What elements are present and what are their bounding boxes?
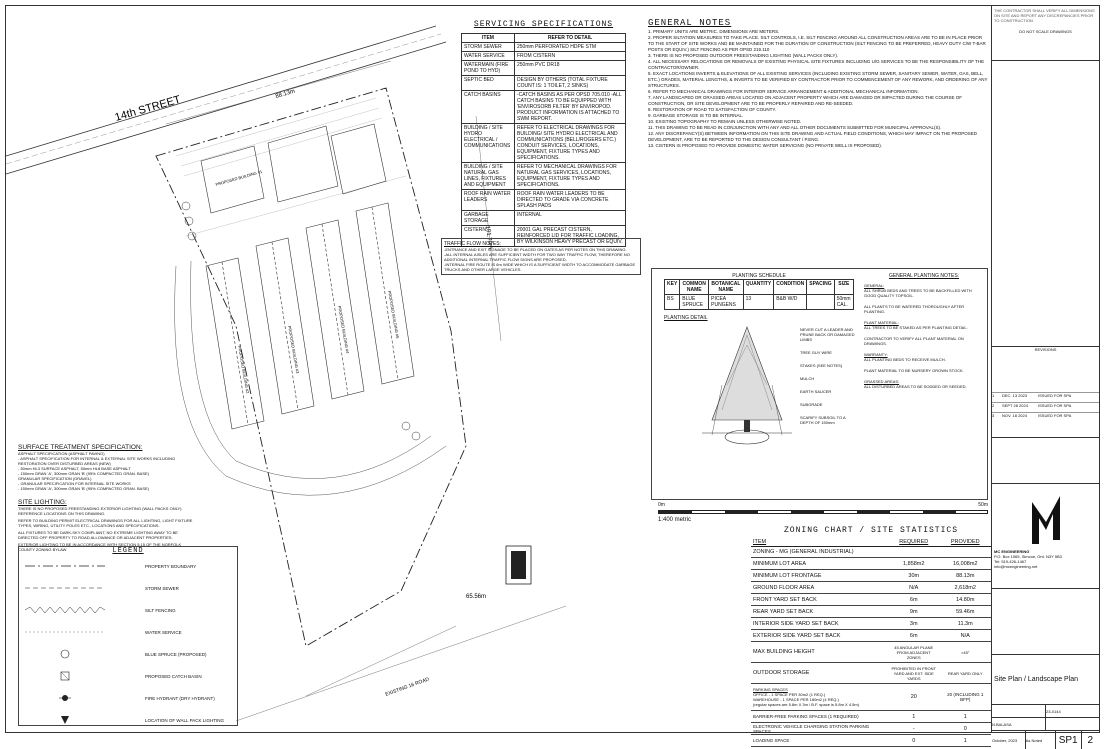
planting-note: ALL PLANTING BEDS TO RECEIVE MULCH. — [864, 357, 946, 362]
planting-schedule-table — [664, 279, 854, 310]
zoning-row — [751, 711, 991, 723]
frontage-dim: 88.13m — [274, 88, 296, 100]
general-note: 12. ANY DISCREPANCY(S) BETWEEN INFORMATION ON THIS SITE DRAWING AND ACTUAL FIELD CONDITIONS, WHICH MAY IMPACT ON THE PROPOSED DEVELOPMENT, ARE TO BE REPORTED TO THE DESIGN CONSULTANT / P.ENG. — [648, 131, 977, 142]
zoning-provided: 88.13m — [956, 572, 975, 579]
surface-line: - 150mm GRAN 'A', 300mm GRAN 'B' (95% COMPACTED GRAN. BASE) — [18, 486, 150, 491]
do-not-scale-note: DO NOT SCALE DRAWINGS — [1019, 29, 1072, 34]
servicing-detail: 250mm PVC DR18 — [515, 61, 626, 76]
servicing-item: SEPTIC BED — [462, 76, 515, 91]
lighting-title: SITE LIGHTING: — [18, 499, 67, 506]
zoning-col-required: REQUIRED — [899, 539, 929, 545]
revision-date: DEC. 13 2023 — [1002, 393, 1028, 398]
thin-dash-icon — [25, 627, 105, 637]
building-label: PROPOSED BUILDING #5 — [387, 290, 401, 339]
planting-callout: STAKES (SEE NOTES) — [800, 363, 843, 368]
planting-schedule-cell: B&B W/D — [774, 295, 807, 310]
legend-item — [25, 577, 231, 599]
sheet-number: 2 — [1081, 731, 1099, 749]
servicing-detail: FROM CISTERN — [515, 52, 626, 61]
zoning-item: FRONT YARD SET BACK — [753, 596, 817, 603]
zoning-required: 6m — [909, 632, 918, 639]
surface-line: - 150mm GRAN 'A', 300mm GRAN 'B' (95% COMPACTED GRAN. BASE) — [18, 471, 150, 476]
planting-schedule-cell — [807, 295, 834, 310]
servicing-detail: -CATCH BASINS AS PER OPSD 705.010 -ALL CATCH BASINS TO BE EQUIPPED WITH 'ENVIROSORB FILTER' BY ENVIROPOD. PRODUCT INFORMATION IS ATTACHED TO SWM REPORT. — [515, 91, 626, 124]
legend-item — [25, 665, 231, 687]
general-note: 6. REFER TO MECHANICAL DRAWINGS FOR INTERIOR SERVICE ARRANGEMENT & ADDITIONAL MECHANICAL INFORMATION. — [648, 89, 919, 94]
general-note: 8. RESTORATION OF ROAD TO SATISFACTION OF COUNTY. — [648, 107, 777, 112]
parking-provided: 20 (INCLUDING 1 BFP) — [947, 692, 984, 702]
legend-label: BLUE SPRUCE (PROPOSED) — [145, 651, 207, 657]
zoning-provided: 16,008m2 — [953, 560, 978, 567]
hydrant-icon — [25, 693, 105, 703]
general-planting-notes — [864, 273, 984, 395]
planting-callout: MULCH — [800, 376, 815, 381]
legend-label: LOCATION OF WALL PACK LIGHTING — [145, 717, 225, 723]
servicing-item: GARBAGE STORAGE — [462, 211, 515, 226]
zoning-row — [751, 642, 991, 663]
servicing-detail: REFER TO MECHANICAL DRAWINGS FOR NATURAL GAS SERVICES, LOCATIONS, EQUIPMENT, FIXTURE TYPES AND SPECIFICATIONS. — [515, 163, 626, 190]
planting-notes-title: GENERAL PLANTING NOTES: — [888, 273, 960, 279]
drawing-sheet — [5, 5, 1100, 746]
light-icon — [25, 715, 105, 725]
zoning-required: 45 ANGULAR PLANE FROM ADJACENT ZONES — [894, 644, 934, 660]
planting-schedule-cell: BS — [665, 295, 680, 310]
planting-notes-section: PLANT MATERIAL: — [864, 320, 899, 325]
zoning-provided: 0 — [963, 725, 967, 732]
street-label: 14th STREET — [113, 93, 183, 124]
zoning-required: N/A — [909, 584, 919, 591]
traffic-flow-notes — [441, 238, 641, 275]
legend-label: STORM SEWER — [145, 585, 179, 591]
zoning-row — [751, 630, 991, 642]
planting-notes-section: WARRANTY: — [864, 352, 888, 357]
company-block — [992, 484, 1099, 589]
scale-right: 50m — [978, 502, 988, 508]
legend — [18, 546, 238, 726]
zoning-parking-row — [751, 684, 991, 711]
planting-schedule-header: CONDITION — [774, 280, 807, 295]
legend-item — [25, 709, 231, 731]
building-label: PROPOSED BUILDING #4 — [337, 305, 351, 354]
depth-dim: 181.70m — [484, 225, 494, 250]
planting-schedule-header: SPACING — [807, 280, 834, 295]
zigzag-icon — [25, 605, 105, 615]
zoning-row — [751, 606, 991, 618]
planting-note: ALL SHRUB BEDS AND TREES TO BE BACKFILLED WITH GOOD QUALITY TOPSOIL. — [864, 288, 972, 298]
zoning-provided: 59.46m — [956, 608, 975, 615]
tree-planting-detail-drawing — [692, 325, 802, 455]
servicing-detail: 20001 GAL PRECAST CISTERN, REINFORCED LID FOR TRAFFIC LOADING, BY WILKINSON HEAVY PRECAST OR EQUIV. — [515, 226, 626, 247]
zoning-row — [751, 594, 991, 606]
planting-schedule-header: QUANTITY — [743, 280, 774, 295]
legend-item — [25, 599, 231, 621]
servicing-item: ROOF RAIN WATER LEADERS — [462, 190, 515, 211]
zoning-provided: >45° — [961, 649, 970, 655]
lighting-line: ALL FIXTURES TO BE DARK-SKY COMPLIANT, NO EXTREME LIGHTING AWAY TO BE DIRECTED OFF PROPERTY TO ROAD ALLOWANCE OR ADJACENT PROPERTIES. — [18, 530, 178, 540]
legend-label: PROPOSED CATCH BASIN — [145, 673, 202, 679]
zoning-item: GROUND FLOOR AREA — [753, 584, 815, 591]
zoning-required: 30m — [908, 572, 920, 579]
servicing-item: WATER SERVICE — [462, 52, 515, 61]
revisions-title: REVISIONS — [1034, 347, 1057, 352]
legend-item — [25, 555, 231, 577]
rear-dim: 65.56m — [466, 594, 487, 600]
surface-line: GRANULAR SPECIFICATION (GRAVEL) — [18, 476, 92, 481]
general-note: 4. ALL NECESSARY RELOCATIONS OR REMOVALS OF EXISTING PHYSICAL SITE FIXTURES INCLUDING U/G SERVICES TO BE THE RESPONSIBILITY OF THE CONTRACTOR/OWNER. — [648, 59, 985, 70]
zoning-required: 1,858m2 — [903, 560, 925, 567]
drawn-by: N.BALASA — [992, 722, 1012, 727]
planting-notes-section: GENERAL: — [864, 283, 885, 288]
revision-row — [992, 412, 1099, 422]
zoning-provided: 1 — [963, 713, 967, 720]
zoning-row — [751, 582, 991, 594]
zoning-required: 1 — [912, 713, 916, 720]
title-block: THE CONTRACTOR SHALL VERIFY ALL DIMENSIONS ON SITE AND REPORT ANY DISCREPANCIES PRIOR TO CONSTRUCTION. DO NOT SCALE DRAWINGS REVISIONS 1 DEC. 13 2023 ISSUED FOR SPA 2 SEPT 28 2024 ISSUED FOR SPA 3 NOV. 18 2024 ISSUED FOR SPA MC ENGINEERING P.O. Box 1065, Simcoe, Ont. N3Y 5B3 Tel: 519-426-1467 info@mcengineering.net Site Plan / Landscape Plan 23-0144 N.BALASA October, 2023 As Noted SP1 2 — [991, 6, 1099, 732]
zoning-provided: N/A — [960, 632, 970, 639]
servicing-row — [462, 211, 626, 226]
drawing-scale: As Noted — [1025, 731, 1055, 749]
revision-row — [992, 392, 1099, 402]
company-email: info@mcengineering.net — [994, 564, 1038, 569]
zoning-row — [751, 735, 991, 747]
servicing-detail: ROOF RAIN WATER LEADERS TO BE DIRECTED TO GRADE VIA CONCRETE SPLASH PADS — [515, 190, 626, 211]
legend-item — [25, 643, 231, 665]
general-note: 7. ANY LANDSCAPED OR GRASSED AREAS LOCATED ON ADJACENT PROPERTY WHICH ARE DAMAGED OR IMPACTED DURING THE COURSE OF CONSTRUCTION, OR SITE DEVELOPMENT ARE TO BE PROPERLY REPAIRED AND RE-SEEDED. — [648, 95, 962, 106]
zoning-chart — [751, 526, 991, 747]
company-address: P.O. Box 1065, Simcoe, Ont. N3Y 5B3 — [994, 554, 1062, 559]
servicing-row — [462, 43, 626, 52]
servicing-detail: DESIGN BY OTHERS (TOTAL FIXTURE COUNT IS: 1 TOILET, 2 SINKS) — [515, 76, 626, 91]
paving-hatch — [176, 98, 406, 236]
planting-callout: NEVER CUT A LEADER AND PRUNE BACK OR DAMAGED LIMBS — [800, 327, 855, 342]
general-note: 3. THERE IS NO PROPOSED OUTDOOR FREESTANDING LIGHTING (WALL PACKS ONLY). — [648, 53, 839, 58]
zoning-required: 6m — [909, 596, 918, 603]
parking-line: (regular spaces are 5.8m X 3m / B.F. space is 5.8m X 4.5m) — [753, 702, 860, 707]
zoning-item: ELECTRONIC VEHICLE CHARGING STATION PARKING SPACES — [753, 723, 870, 734]
zoning-row — [751, 570, 991, 582]
parking-line: OFFICE - 1 SPACE PER 30m2 (1 REQ.) — [753, 692, 826, 697]
planting-note: CONTRACTOR TO VERIFY ALL PLANT MATERIAL ON DRAWINGS. — [864, 336, 964, 346]
planting-note: PLANT MATERIAL TO BE NURSERY GROWN STOCK. — [864, 368, 964, 373]
surface-treatment-spec — [18, 444, 193, 491]
planting-schedule-header: SIZE — [834, 280, 853, 295]
servicing-item: BUILDING / SITE HYDRO ELECTRICAL / COMMUNICATIONS — [462, 124, 515, 163]
sheet-title: Site Plan / Landscape Plan — [994, 676, 1079, 683]
general-note: 1. PRIMARY UNITS ARE METRIC. DIMENSIONS ARE METERS. — [648, 29, 780, 34]
planting-schedule-title: PLANTING SCHEDULE — [732, 273, 786, 279]
mc-logo-icon — [1026, 492, 1066, 547]
general-notes — [648, 20, 988, 149]
general-note: 9. GARBAGE STORAGE IS TO BE INTERNAL. — [648, 113, 744, 118]
legend-label: SILT FENCING — [145, 607, 176, 613]
building-label: PROPOSED BUILDING #2 — [237, 345, 251, 394]
revision-row — [992, 402, 1099, 412]
sheet-id: SP1 — [1055, 731, 1081, 749]
zoning-item: LOADING SPACE — [753, 738, 790, 743]
servicing-col-detail: REFER TO DETAIL — [515, 34, 626, 43]
revisions-table — [992, 347, 1099, 438]
legend-item — [25, 621, 231, 643]
legend-label: PROPERTY BOUNDARY — [145, 563, 197, 569]
general-note: 11. THIS DRAWING TO BE READ IN CONJUNCTION WITH ANY AND ALL OTHER DOCUMENTS SUBMITTED FOR MUNICIPAL APPROVAL(S). — [648, 125, 942, 130]
zoning-item: BARRIER-FREE PARKING SPACES (1 REQUIRED) — [753, 714, 859, 719]
scale-bar-graphic — [658, 510, 988, 514]
revision-no: 2 — [992, 403, 995, 408]
building-label: PROPOSED BUILDING #3 — [287, 325, 301, 374]
servicing-item: WATERMAIN (FIRE POND TO HYD) — [462, 61, 515, 76]
zoning-zone: ZONING - MG (GENERAL INDUSTRIAL) — [753, 549, 854, 555]
road-label: EXISTING 16 ROAD — [384, 676, 431, 698]
building-labels — [215, 169, 401, 395]
planting-note: ALL TREES TO BE STAKED AS PER PLANTING DETAIL. — [864, 325, 968, 330]
planting-schedule-header: KEY — [665, 280, 680, 295]
servicing-detail: 250mm PERFORATED HDPE STM — [515, 43, 626, 52]
planting-schedule-header: BOTANICAL NAME — [709, 280, 744, 295]
scale-bar — [658, 502, 988, 528]
surface-line: - GRANULAR SPECIFICATION FOR INTERNAL SITE WORKS — [18, 481, 131, 486]
planting-note: ALL PLANTS TO BE WATERED THOROUGHLY AFTER PLANTING. — [864, 304, 965, 314]
servicing-row — [462, 163, 626, 190]
general-note: 5. EXACT LOCATIONS INVERTS & ELEVATIONS OF ALL EXISTING SERVICES (INCLUDING EXISTING STORM SEWER, SANITARY SEWER, WATER, GAS, BELL, ETC.) GRADES, MATERIAL LENGTHS, & INVERTS TO BE VERIFIED BY CONTRACTOR PRIOR TO COMMENCEMENT OF ANY REWORK, AND ORDERING OF ANY STRUCTURES. — [648, 71, 988, 88]
lighting-line: EXTERIOR LIGHTING TO BE IN ACCORDANCE WITH SECTION 5.15 OF THE NORFOLK COUNTY ZONING BYLAW — [18, 542, 182, 552]
zoning-item: REAR YARD SET BACK — [753, 608, 814, 615]
zoning-col-item: ITEM — [753, 539, 767, 545]
servicing-row — [462, 190, 626, 211]
zoning-required: 9m — [909, 608, 918, 615]
surface-line: - 50mm HL3 SURFACE ASPHALT, 50mm HL8 BASE ASPHALT — [18, 466, 131, 471]
lighting-line: THERE IS NO PROPOSED FREESTANDING EXTERIOR LIGHTING (WALL PACKS ONLY). REFERENCE LOCATIONS ON THIS DRAWING. — [18, 506, 183, 516]
proposed-buildings — [201, 124, 414, 429]
zoning-title: ZONING CHART / SITE STATISTICS — [783, 526, 959, 535]
planting-callout: SCARIFY SUBSOIL TO A DEPTH OF 150mm — [800, 415, 846, 425]
tree-icon — [25, 649, 105, 659]
company-name: MC ENGINEERING — [994, 549, 1030, 554]
zoning-item: EXTERIOR SIDE YARD SET BACK — [753, 632, 841, 639]
planting-callout: SUBGRADE — [800, 402, 823, 407]
servicing-col-item: ITEM — [462, 34, 515, 43]
surface-line: ASPHALT SPECIFICATION (ASPHALT PAVING) — [18, 451, 105, 456]
building-label: PROPOSED BUILDING #1 — [214, 168, 263, 187]
revision-no: 1 — [992, 393, 995, 398]
planting-callout: EARTH SAUCER — [800, 389, 832, 394]
servicing-detail: INTERNAL — [515, 211, 626, 226]
zoning-item: MAX BUILDING HEIGHT — [753, 649, 815, 655]
zoning-provided: 11.3m — [957, 620, 973, 627]
servicing-row — [462, 91, 626, 124]
servicing-item: BUILDING / SITE NATURAL GAS LINES, FIXTURES AND EQUIPMENT — [462, 163, 515, 190]
zoning-provided: 14.80m — [956, 596, 975, 603]
planting-notes-section: GRASSED AREAS: — [864, 379, 900, 384]
cistern — [506, 546, 531, 584]
zoning-row — [751, 558, 991, 570]
servicing-item: STORM SEWER — [462, 43, 515, 52]
planting-detail-title: PLANTING DETAIL — [664, 315, 708, 321]
surface-title: SURFACE TREATMENT SPECIFICATION: — [18, 444, 143, 451]
traffic-note: -ALL INTERNAL AISLES ARE SUFFICIENT WIDTH FOR TWO WAY TRAFFIC FLOW, THEREFORE NO ADDITIONAL INTERNAL TRAFFIC FLOW SIGNS ARE PROPOSED. — [444, 252, 630, 262]
general-note: 2. PROPER SILTATION MEASURES TO TAKE PLACE. SILT CONTROLS, I.E. SILT FENCING AROUND ALL CONSTRUCTION AREAS ARE TO BE IN PLACE PRIOR TO THE START OF SITE WORKS AND BE MAINTAINED FOR THE DURATION OF CONSTRUCTION (SILT FENCING TO BE PREFERRED, HEAVY DUTY C/W T-BAR POSTS OR EQUIV.) SILT FENCING AS PER OPSD 219.110 — [648, 35, 986, 52]
legend-item — [25, 687, 231, 709]
traffic-note: -INTERNAL FIRE ROUTE IS 6m WIDE WHICH IS A SUFFICIENT WIDTH TO ACCOMMODATE GARBAGE TRUCKS AND OTHER LARGE VEHICLES. — [444, 262, 636, 272]
scale-label: 1:400 metric — [658, 517, 692, 523]
planting-note: ALL DISTURBED AREAS TO BE SODDED OR SEEDED. — [864, 384, 967, 389]
parking-required: 20 — [910, 694, 917, 700]
revision-no: 3 — [992, 413, 995, 418]
planting-schedule-cell: 13 — [743, 295, 774, 310]
zoning-row — [751, 663, 991, 684]
servicing-item: CISTERN — [462, 226, 515, 247]
general-note: 13. CISTERN IS PROPOSED TO PROVIDE DOMESTIC WATER SERVICING (NO PRIVATE WELL IS PROPOSED). — [648, 143, 882, 148]
issue-date: October, 2023 — [992, 738, 1018, 743]
general-note: 10. EXISTING TOPOGRAPHY TO REMAIN UNLESS OTHERWISE NOTED. — [648, 119, 802, 124]
lighting-line: REFER TO BUILDING PERMIT ELECTRICAL DRAWINGS FOR ALL LIGHTING, LIGHT FIXTURE TYPES, WIRING, UTILITY POLES ETC., LOCATIONS AND SPECIFICATIONS. — [18, 518, 193, 528]
zoning-col-provided: PROVIDED — [950, 539, 980, 545]
traffic-title: TRAFFIC FLOW NOTES: — [444, 241, 501, 247]
parking-title: PARKING SPACES — [753, 687, 788, 692]
zoning-item: OUTDOOR STORAGE — [753, 670, 810, 676]
general-notes-title: GENERAL NOTES — [648, 18, 732, 28]
zoning-provided: REAR YARD ONLY — [947, 670, 983, 676]
servicing-row — [462, 76, 626, 91]
zoning-provided: 1 — [963, 737, 967, 744]
zoning-item: MINIMUM LOT AREA — [753, 560, 807, 567]
traffic-note: -ENTRANCE AND EXIT SIGNAGE TO BE PLACED ON GATES AS PER NOTES ON THIS DRAWING. — [444, 247, 627, 252]
zoning-required: PROHIBITED IN FRONT YARD AND EXT. SIDE YARDS — [891, 665, 936, 681]
cb-icon — [25, 671, 105, 681]
planting-schedule-cell: BLUE SPRUCE — [680, 295, 709, 310]
legend-label: FIRE HYDRANT (DRY HYDRANT) — [145, 695, 215, 701]
planting-schedule-cell: 50mm CAL. — [834, 295, 853, 310]
planting-callout: TREE GUY WIRE — [800, 350, 832, 355]
zoning-item: INTERIOR SIDE YARD SET BACK — [753, 620, 839, 627]
zoning-row — [751, 723, 991, 735]
surface-line: - ASPHALT SPECIFICATION FOR INTERNAL & EXTERNAL SITE WORKS INCLUDING RESTORATION OVER DISTURBED AREAS (NEW) — [18, 456, 176, 466]
revision-desc: ISSUED FOR SPA — [1038, 413, 1072, 418]
zoning-item: MINIMUM LOT FRONTAGE — [753, 572, 822, 579]
servicing-row — [462, 61, 626, 76]
revision-date: SEPT 28 2024 — [1002, 403, 1028, 408]
zoning-required: 0 — [912, 737, 916, 744]
servicing-row — [462, 52, 626, 61]
revision-date: NOV. 18 2024 — [1002, 413, 1027, 418]
servicing-row — [462, 124, 626, 163]
revision-desc: ISSUED FOR SPA — [1038, 393, 1072, 398]
project-number: 23-0144 — [1045, 705, 1099, 717]
parking-line: WAREHOUSE - 1 SPACE PER 180m2 (4 REQ.) — [753, 697, 839, 702]
zoning-provided: 2,618m2 — [954, 584, 976, 591]
zoning-required: 3m — [909, 620, 918, 627]
legend-title: LEGEND — [112, 547, 144, 555]
planting-schedule-cell: PICEA PUNGENS — [709, 295, 744, 310]
planting-schedule — [664, 273, 854, 310]
servicing-title: SERVICING SPECIFICATIONS — [473, 20, 614, 29]
zoning-row — [751, 618, 991, 630]
scale-left: 0m — [658, 502, 665, 508]
servicing-item: CATCH BASINS — [462, 91, 515, 124]
planting-section — [651, 268, 988, 500]
servicing-detail: REFER TO ELECTRICAL DRAWINGS FOR BUILDING/ SITE HYDRO ELECTRICAL AND COMMUNICATIONS (BELL/ROGERS ETC.) CONDUIT SERVICES, LOCATIONS, EQUIPMENT, FIXTURE TYPES AND SPECIFICATIONS. — [515, 124, 626, 163]
zoning-required: - — [912, 725, 915, 732]
revision-desc: ISSUED FOR SPA — [1038, 403, 1072, 408]
planting-schedule-header: COMMON NAME — [680, 280, 709, 295]
company-phone: Tel: 519-426-1467 — [994, 559, 1027, 564]
dash-icon — [25, 561, 105, 571]
legend-label: WATER SERVICE — [145, 629, 182, 635]
dashdot-icon — [25, 583, 105, 593]
